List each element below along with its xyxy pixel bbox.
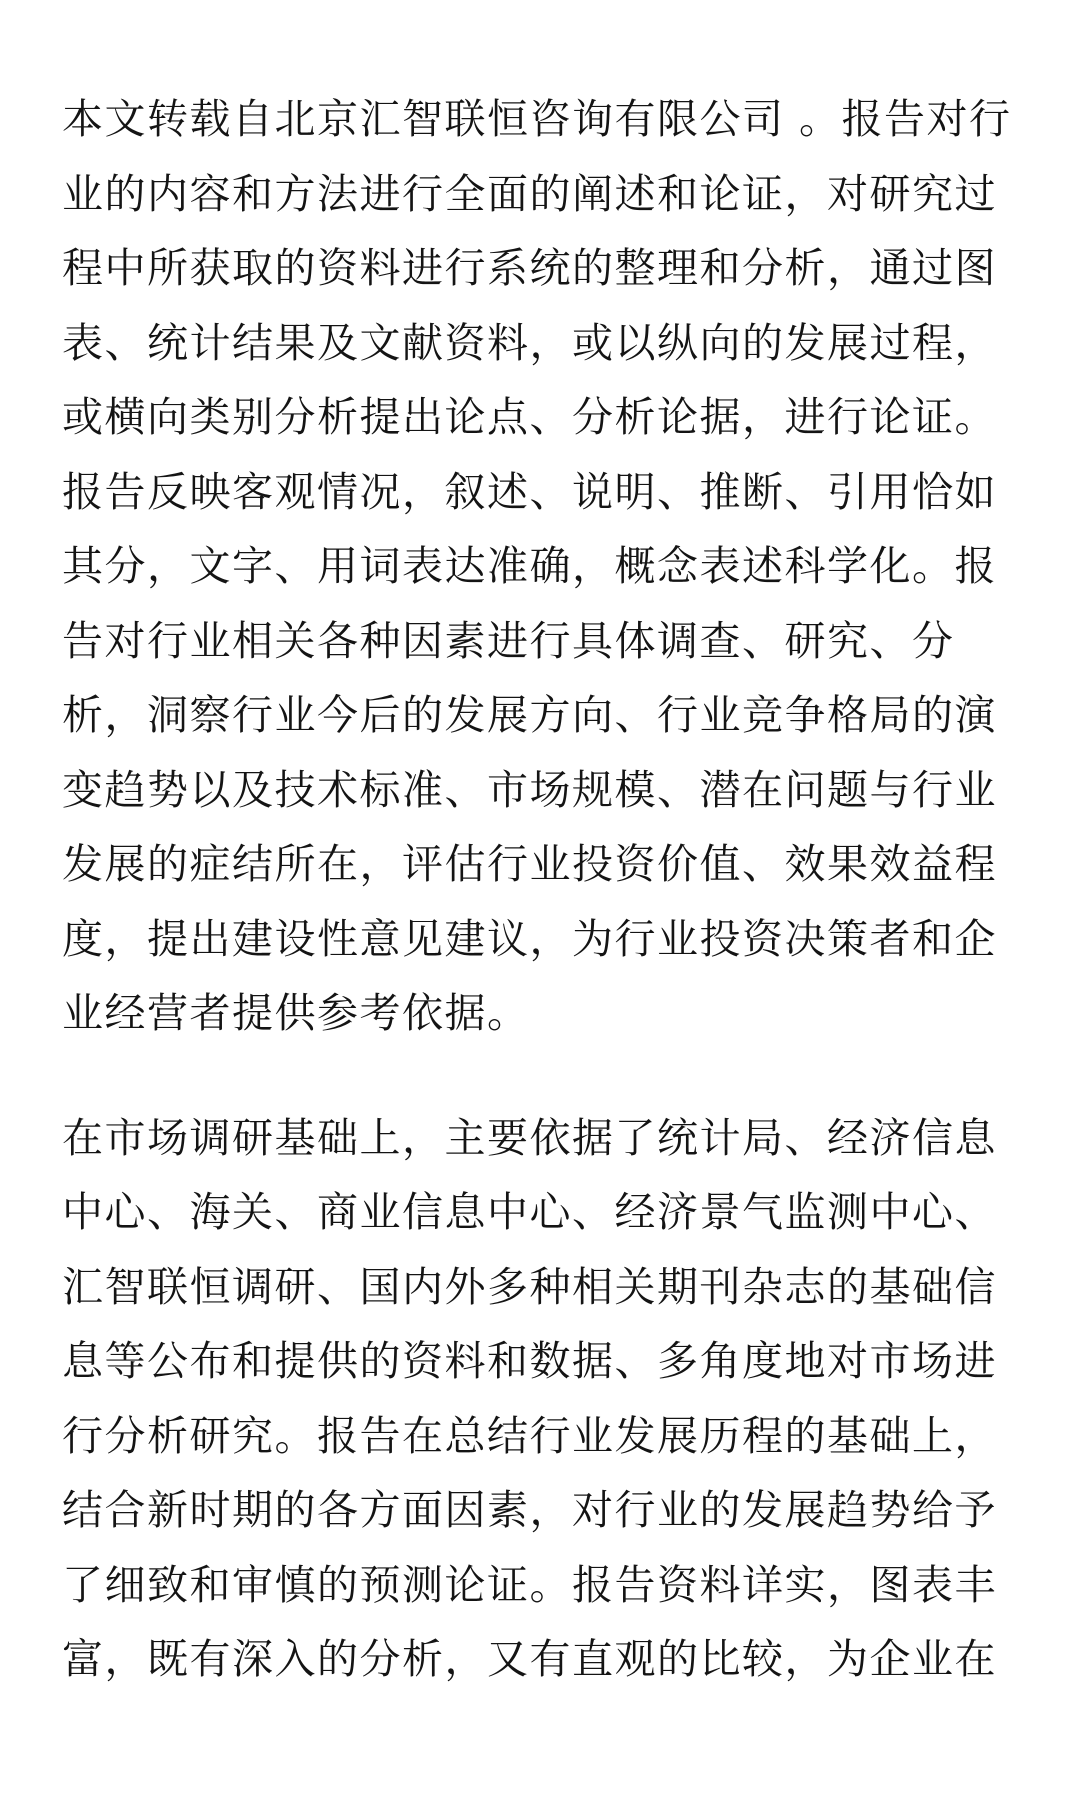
text-line: 或横向类别分析提出论点、分析论据，进行论证。 — [62, 393, 997, 441]
article-body — [62, 82, 1022, 1697]
text-line: 其分，文字、用词表达准确，概念表述科学化。报 — [62, 542, 997, 590]
text-line: 析，洞察行业今后的发展方向、行业竞争格局的演 — [62, 691, 997, 739]
text-line: 发展的症结所在，评估行业投资价值、效果效益程 — [62, 840, 997, 888]
text-line: 表、统计结果及文献资料，或以纵向的发展过程， — [62, 318, 997, 367]
text-line: 告对行业相关各种因素进行具体调查、研究、分 — [62, 616, 955, 665]
text-line: 程中所获取的资料进行系统的整理和分析，通过图 — [62, 244, 997, 292]
text-line: 中心、海关、商业信息中心、经济景气监测中心、 — [62, 1188, 997, 1236]
text-line: 行分析研究。报告在总结行业发展历程的基础上， — [62, 1411, 997, 1460]
paragraph-sources — [62, 1101, 1022, 1697]
text-line: 业的内容和方法进行全面的阐述和论证，对研究过 — [62, 169, 997, 218]
text-line: 业经营者提供参考依据。 — [62, 989, 530, 1037]
text-line: 了细致和审慎的预测论证。报告资料详实，图表丰 — [62, 1560, 997, 1609]
text-line: 息等公布和提供的资料和数据、多角度地对市场进 — [62, 1337, 997, 1385]
text-line: 本文转载自北京汇智联恒咨询有限公司 。报告对行 — [62, 95, 1012, 143]
paragraph-intro — [62, 82, 1022, 1051]
text-line: 报告反映客观情况，叙述、说明、推断、引用恰如 — [62, 467, 997, 516]
text-line: 变趋势以及技术标准、市场规模、潜在问题与行业 — [62, 765, 997, 814]
text-line: 富，既有深入的分析，又有直观的比较，为企业在 — [62, 1635, 997, 1683]
text-line: 汇智联恒调研、国内外多种相关期刊杂志的基础信 — [62, 1262, 997, 1311]
text-line: 在市场调研基础上，主要依据了统计局、经济信息 — [62, 1113, 997, 1162]
text-line: 度，提出建设性意见建议，为行业投资决策者和企 — [62, 914, 997, 963]
text-line: 结合新时期的各方面因素，对行业的发展趋势给予 — [62, 1486, 997, 1534]
